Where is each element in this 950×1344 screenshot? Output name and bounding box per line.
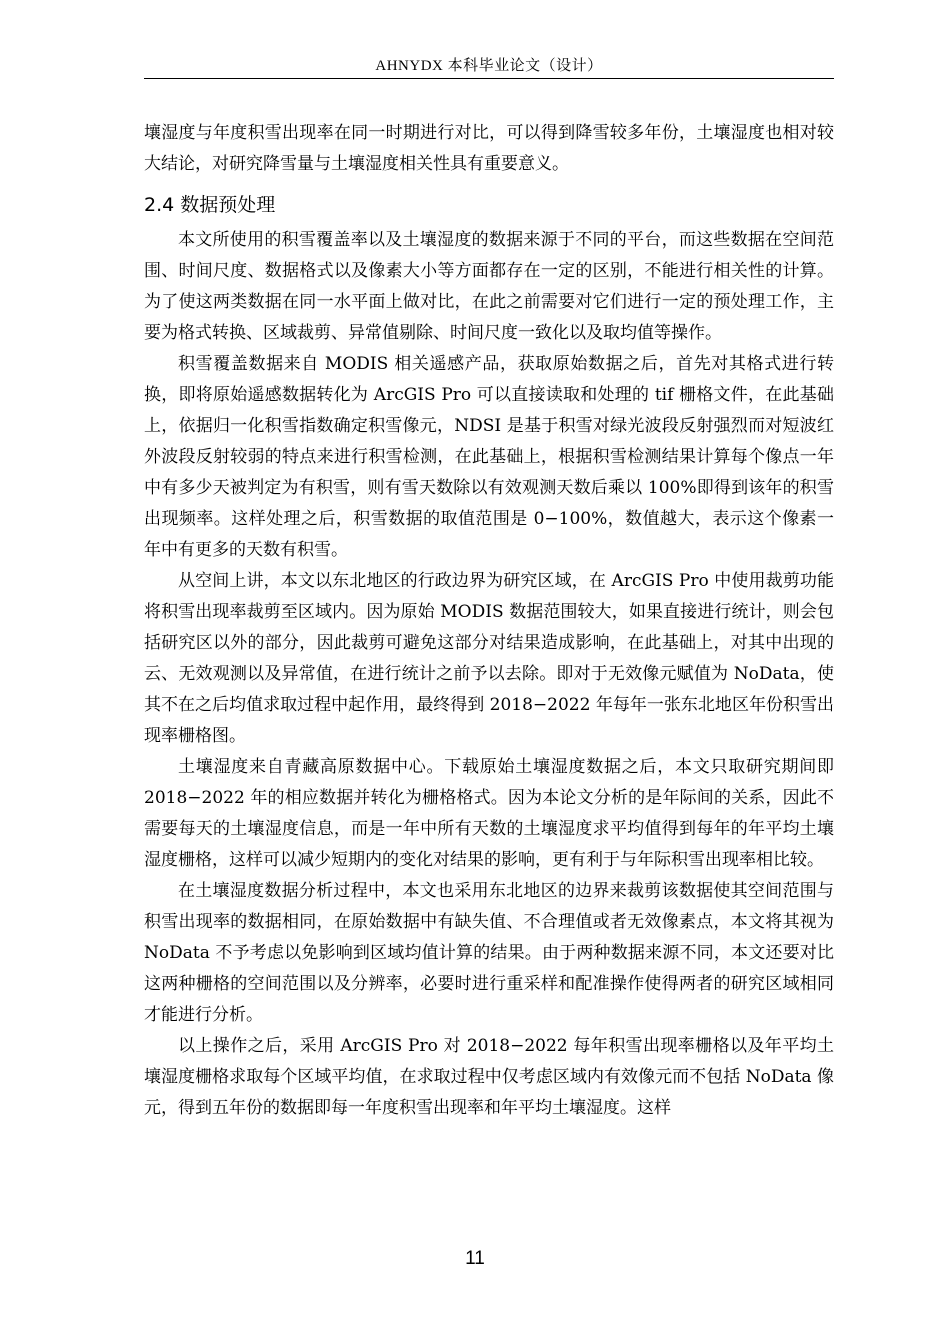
continuation-paragraph: 壤湿度与年度积雪出现率在同一时期进行对比，可以得到降雪较多年份，土壤湿度也相对较大结论，对研究降雪量与土壤湿度相关性具有重要意义。 (144, 123, 834, 174)
section-heading: 2.4 数据预处理 (144, 194, 276, 216)
paragraph-snow-cover-data: 积雪覆盖数据来自 MODIS 相关遥感产品，获取原始数据之后，首先对其格式进行转换，即将原始遥感数据转化为 ArcGIS Pro 可以直接读取和处理的 tif 栅格文件，在此基础上，依据归一化积雪指数确定积雪像元，NDSI 是基于积雪对绿光波段反射强烈而对短波红外波段反射较弱的特点来进行积雪检测，在此基础上，根据积雪检测结果计算每个像点一年中有多少天被判定为有积雪，则有雪天数除以有效观测天数后乘以 100%即得到该年的积雪出现频率。这样处理之后，积雪数据的取值范围是 0−100%，数值越大，表示这个像素一年中有更多的天数有积雪。 (144, 354, 834, 560)
paragraph-soil-moisture-data: 土壤湿度来自青藏高原数据中心。下载原始土壤湿度数据之后，本文只取研究期间即 2018−2022 年的相应数据并转化为栅格格式。因为本论文分析的是年际间的关系，因此不需要每天的土壤湿度信息，而是一年中所有天数的土壤湿度求平均值得到每年的年平均土壤湿度栅格，这样可以减少短期内的变化对结果的影响，更有利于与年际积雪出现率相比较。 (144, 757, 834, 870)
header-rule (144, 78, 834, 79)
paragraph-preprocessing-overview: 本文所使用的积雪覆盖率以及土壤湿度的数据来源于不同的平台，而这些数据在空间范围、时间尺度、数据格式以及像素大小等方面都存在一定的区别，不能进行相关性的计算。为了使这两类数据在同一水平面上做对比，在此之前需要对它们进行一定的预处理工作，主要为格式转换、区域裁剪、异常值剔除、时间尺度一致化以及取均值等操作。 (144, 230, 834, 343)
page-number: 11 (465, 1248, 485, 1269)
running-header: AHNYDX 本科毕业论文（设计） (375, 58, 603, 74)
paragraph-spatial-clipping: 从空间上讲，本文以东北地区的行政边界为研究区域，在 ArcGIS Pro 中使用裁剪功能将积雪出现率裁剪至区域内。因为原始 MODIS 数据范围较大，如果直接进行统计，则会包括研究区以外的部分，因此裁剪可避免这部分对结果造成影响，在此基础上，对其中出现的云、无效观测以及异常值，在进行统计之前予以去除。即对于无效像元赋值为 NoData，使其不在之后均值求取过程中起作用，最终得到 2018−2022 年每年一张东北地区年份积雪出现率栅格图。 (144, 571, 834, 746)
paragraph-soil-moisture-processing: 在土壤湿度数据分析过程中，本文也采用东北地区的边界来裁剪该数据使其空间范围与积雪出现率的数据相同，在原始数据中有缺失值、不合理值或者无效像素点，本文将其视为 NoData 不予考虑以免影响到区域均值计算的结果。由于两种数据来源不同，本文还要对比这两种栅格的空间范围以及分辨率，必要时进行重采样和配准操作使得两者的研究区域相同才能进行分析。 (144, 881, 834, 1025)
paragraph-regional-averaging: 以上操作之后，采用 ArcGIS Pro 对 2018−2022 每年积雪出现率栅格以及年平均土壤湿度栅格求取每个区域平均值，在求取过程中仅考虑区域内有效像元而不包括 NoData 像元，得到五年份的数据即每一年度积雪出现率和年平均土壤湿度。这样 (144, 1036, 834, 1118)
body-text (144, 118, 834, 1124)
